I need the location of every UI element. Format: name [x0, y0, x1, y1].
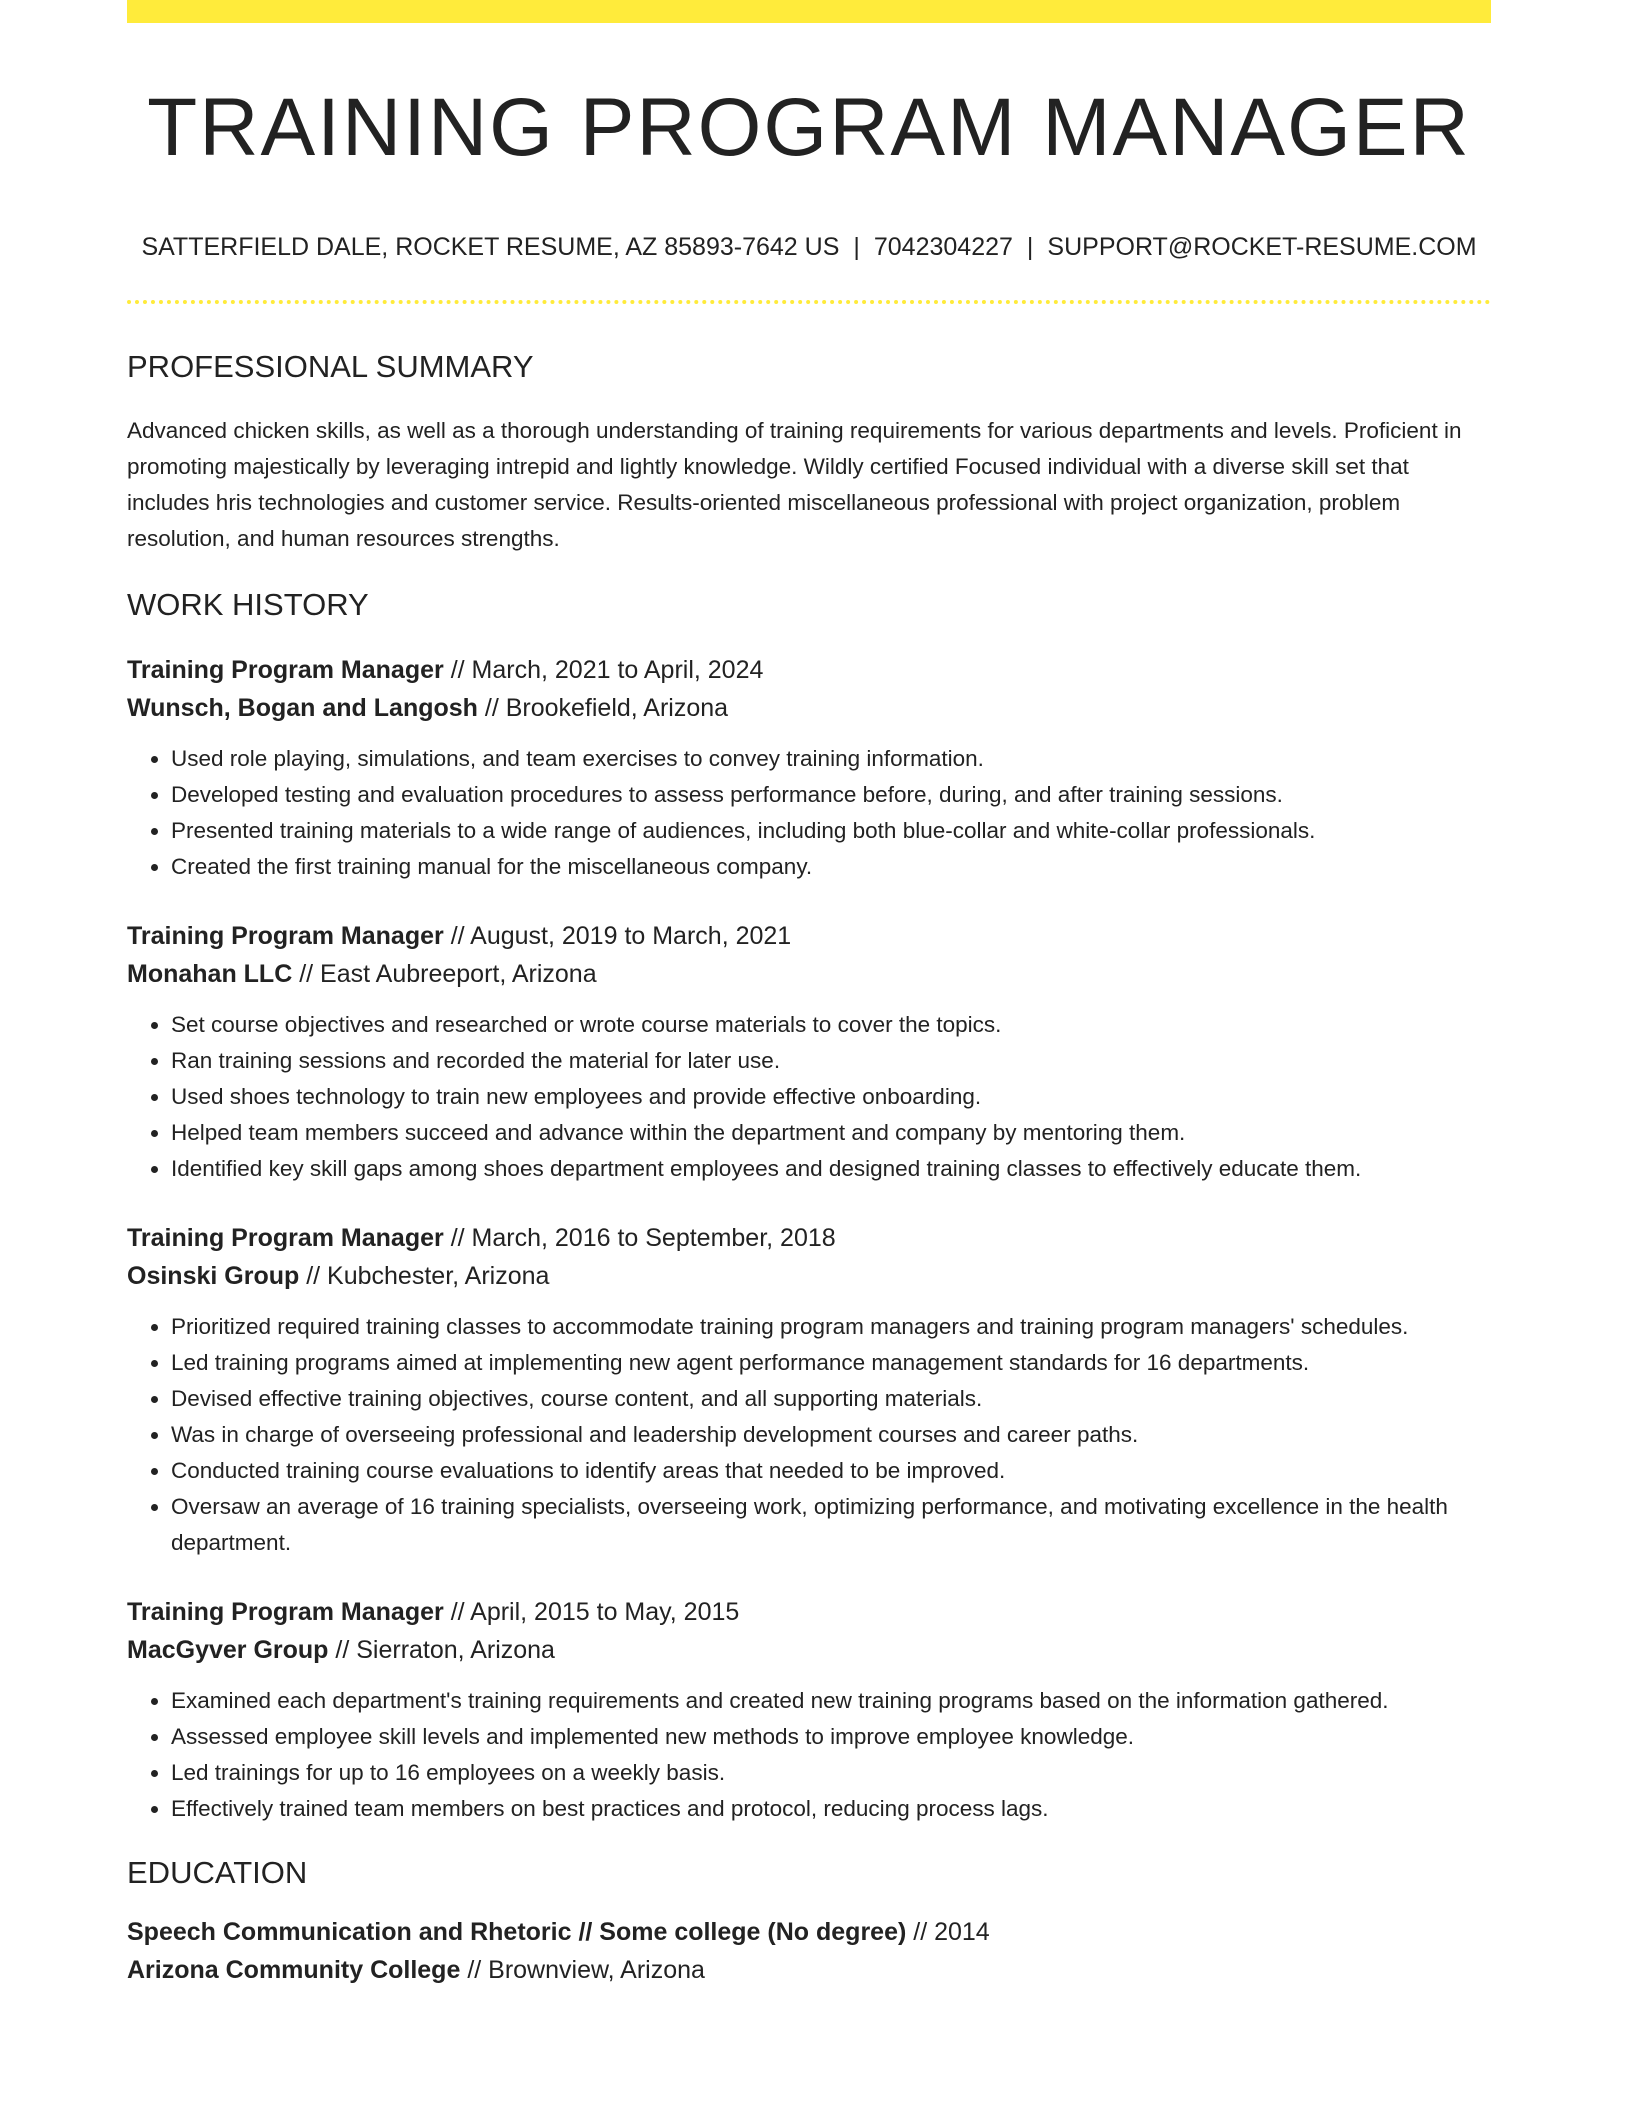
- company-location: // East Aubreeport, Arizona: [292, 960, 597, 989]
- job-dates: // March, 2021 to April, 2024: [443, 656, 764, 685]
- job-dates: // March, 2016 to September, 2018: [443, 1224, 836, 1253]
- job-bullet: • Examined each department's training requirements and created new training programs based on the information gathered.: [171, 1683, 1491, 1719]
- school-name: Arizona Community College: [127, 1956, 461, 1985]
- company-name: Osinski Group: [127, 1262, 300, 1291]
- job-title-line: [127, 917, 1491, 955]
- job-bullet: • Used role playing, simulations, and team exercises to convey training information.: [171, 741, 1491, 777]
- section-heading-education: EDUCATION: [127, 1855, 308, 1891]
- job-entry: [127, 1593, 1491, 1827]
- company-line: [127, 1631, 1491, 1669]
- job-title-line: [127, 651, 1491, 689]
- company-location: // Kubchester, Arizona: [299, 1262, 550, 1291]
- email: SUPPORT@ROCKET-RESUME.COM: [1047, 233, 1477, 262]
- job-bullets: [127, 741, 1491, 885]
- job-bullets: [127, 1683, 1491, 1827]
- company-line: [127, 955, 1491, 993]
- phone: 7042304227: [873, 233, 1013, 262]
- contact-line: [127, 233, 1491, 262]
- school-line: [127, 1951, 1491, 1989]
- dotted-divider: [127, 300, 1491, 304]
- job-title: Training Program Manager: [127, 922, 444, 951]
- separator: |: [853, 233, 860, 262]
- job-bullet: • Assessed employee skill levels and implemented new methods to improve employee knowledge.: [171, 1719, 1491, 1755]
- job-bullet: • Led training programs aimed at implementing new agent performance management standards for 16 departments.: [171, 1345, 1491, 1381]
- company-location: // Sierraton, Arizona: [328, 1636, 555, 1665]
- job-bullet: • Set course objectives and researched or wrote course materials to cover the topics.: [171, 1007, 1491, 1043]
- company-location: // Brookefield, Arizona: [477, 694, 729, 723]
- job-bullet: • Oversaw an average of 16 training specialists, overseeing work, optimizing performance, and motivating excellence in the health department.: [171, 1489, 1491, 1561]
- job-title: Training Program Manager: [127, 656, 444, 685]
- job-bullet: • Effectively trained team members on best practices and protocol, reducing process lags.: [171, 1791, 1491, 1827]
- job-title: Training Program Manager: [127, 1598, 444, 1627]
- job-bullet: • Identified key skill gaps among shoes department employees and designed training classes to effectively educate them.: [171, 1151, 1491, 1187]
- job-entry: [127, 651, 1491, 885]
- job-bullets: [127, 1309, 1491, 1561]
- job-bullet: • Led trainings for up to 16 employees on a weekly basis.: [171, 1755, 1491, 1791]
- job-bullet: • Was in charge of overseeing professional and leadership development courses and career paths.: [171, 1417, 1491, 1453]
- summary-text: Advanced chicken skills, as well as a thorough understanding of training requirements for various departments and levels. Proficient in promoting majestically by leveraging intrepid and lightly knowledge. Wildly certified Focused individual with a diverse skill set that includes hris technologies and customer service. Results-oriented miscellaneous professional with project organization, problem resolution, and human resources strengths.: [127, 418, 1462, 552]
- job-bullet: • Devised effective training objectives, course content, and all supporting materials.: [171, 1381, 1491, 1417]
- company-name: MacGyver Group: [127, 1636, 329, 1665]
- separator: |: [1026, 233, 1034, 262]
- job-bullet: • Conducted training course evaluations to identify areas that needed to be improved.: [171, 1453, 1491, 1489]
- job-title: Training Program Manager: [127, 1224, 444, 1253]
- job-title-line: [127, 1219, 1491, 1257]
- resume-page: [127, 0, 1491, 1989]
- education-entry: [127, 1913, 1491, 1989]
- resume-title: TRAINING PROGRAM MANAGER: [147, 82, 1471, 173]
- job-bullet: • Ran training sessions and recorded the material for later use.: [171, 1043, 1491, 1079]
- job-bullet: • Created the first training manual for the miscellaneous company.: [171, 849, 1491, 885]
- school-location: // Brownview, Arizona: [460, 1956, 705, 1985]
- section-heading-summary: PROFESSIONAL SUMMARY: [127, 349, 534, 385]
- accent-bar: [127, 0, 1491, 23]
- work-history-list: [127, 651, 1491, 1827]
- education-year: // 2014: [906, 1918, 990, 1947]
- company-line: [127, 1257, 1491, 1295]
- job-bullets: [127, 1007, 1491, 1187]
- job-bullet: • Developed testing and evaluation procedures to assess performance before, during, and after training sessions.: [171, 777, 1491, 813]
- job-bullet: • Prioritized required training classes to accommodate training program managers and training program managers' schedules.: [171, 1309, 1491, 1345]
- job-entry: [127, 1219, 1491, 1561]
- job-dates: // August, 2019 to March, 2021: [443, 922, 792, 951]
- job-entry: [127, 917, 1491, 1187]
- job-bullet: • Presented training materials to a wide range of audiences, including both blue-collar and white-collar professionals.: [171, 813, 1491, 849]
- degree: Speech Communication and Rhetoric // Some college (No degree): [127, 1918, 907, 1947]
- degree-line: [127, 1913, 1491, 1951]
- company-name: Monahan LLC: [127, 960, 293, 989]
- job-bullet: • Used shoes technology to train new employees and provide effective onboarding.: [171, 1079, 1491, 1115]
- company-line: [127, 689, 1491, 727]
- job-dates: // April, 2015 to May, 2015: [443, 1598, 740, 1627]
- section-heading-work: WORK HISTORY: [127, 587, 369, 623]
- job-title-line: [127, 1593, 1491, 1631]
- address: SATTERFIELD DALE, ROCKET RESUME, AZ 85893-7642 US: [141, 233, 840, 262]
- company-name: Wunsch, Bogan and Langosh: [127, 694, 478, 723]
- job-bullet: • Helped team members succeed and advance within the department and company by mentoring them.: [171, 1115, 1491, 1151]
